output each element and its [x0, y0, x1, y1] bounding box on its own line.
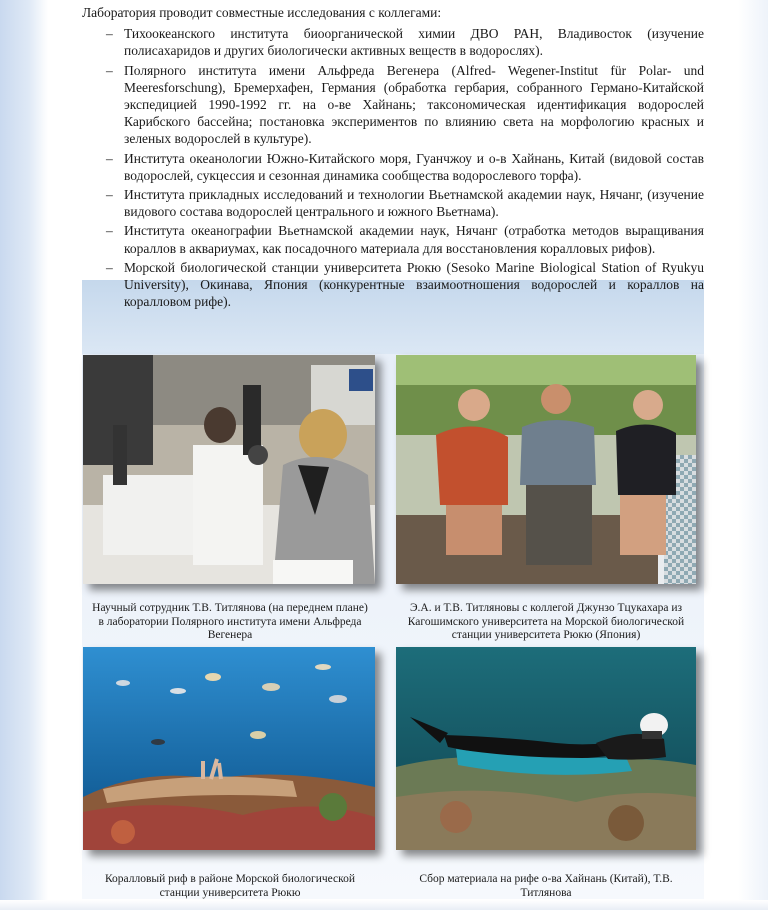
collaborator-item: – Института прикладных исследований и технологии Вьетнамской академии наук, Нячанг, (изучение видового состава водорослей центрального и южного Вьетнама). [106, 187, 704, 220]
list-dash: – [106, 150, 113, 166]
reef-photo [83, 647, 375, 850]
list-dash: – [106, 26, 113, 42]
collaboration-text [82, 4, 704, 312]
list-dash: – [106, 223, 113, 239]
collaborator-item: – Морской биологической станции университета Рюкю (Sesoko Marine Biological Station of Ryukyu University), Окинава, Япония (конкурентные взаимоотношения водорослей и кораллов на коралловом рифе). [106, 259, 704, 310]
lab-photo-caption: Научный сотрудник Т.В. Титлянова (на переднем плане) в лаборатории Полярного института имени Альфреда Вегенера [92, 602, 368, 641]
page-bottom-edge [0, 900, 768, 910]
intro-paragraph: Лаборатория проводит совместные исследования с коллегами: [82, 5, 442, 20]
colleagues-photo-caption: Э.А. и Т.В. Титляновы с коллегой Джунзо Тцукахара из Кагошимского университета на Морской биологической станции университета Рюкю (Япония) [407, 602, 685, 641]
list-dash: – [106, 62, 113, 78]
reef-photo-caption: Коралловый риф в районе Морской биологической станции университета Рюкю [104, 873, 356, 899]
list-dash: – [106, 187, 113, 203]
collaborator-item: – Института океанологии Южно-Китайского моря, Гуанчжоу и о-в Хайнань, Китай (видовой состав водорослей, сукцессия и сезонная динамика сообщества водорослевого торфа). [106, 150, 704, 183]
colleagues-photo [396, 355, 696, 584]
collaborator-item: – Тихоокеанского института биоорганической химии ДВО РАН, Владивосток (изучение полисахаридов и других биологически активных веществ в водорослях). [106, 26, 704, 59]
lab-photo [83, 355, 375, 584]
right-decor-strip [738, 0, 768, 910]
list-dash: – [106, 259, 113, 275]
collaborator-item: – Полярного института имени Альфреда Вегенера (Alfred- Wegener-Institut für Polar- und Meeresforschung), Бремерхафен, Германия (обработка гербария, собранного Германо-Китайской экспедицией 1990-1992 гг. на о-ве Хайнань; таксономическая идентификация водорослей Карибского бассейна; постановка экспериментов по влиянию света на морфологию красных и зеленых водорослей в культуре). [106, 62, 704, 147]
collaborator-item: – Института океанографии Вьетнамской академии наук, Нячанг (отработка методов выращивания кораллов в аквариумах, как посадочного материала для восстановления коралловых рифов). [106, 223, 704, 256]
left-decor-strip [0, 0, 48, 910]
diver-photo-caption: Сбор материала на рифе о-ва Хайнань (Китай), Т.В. Титлянова [419, 873, 673, 899]
diver-photo [396, 647, 696, 850]
collaborators-list [82, 25, 704, 310]
